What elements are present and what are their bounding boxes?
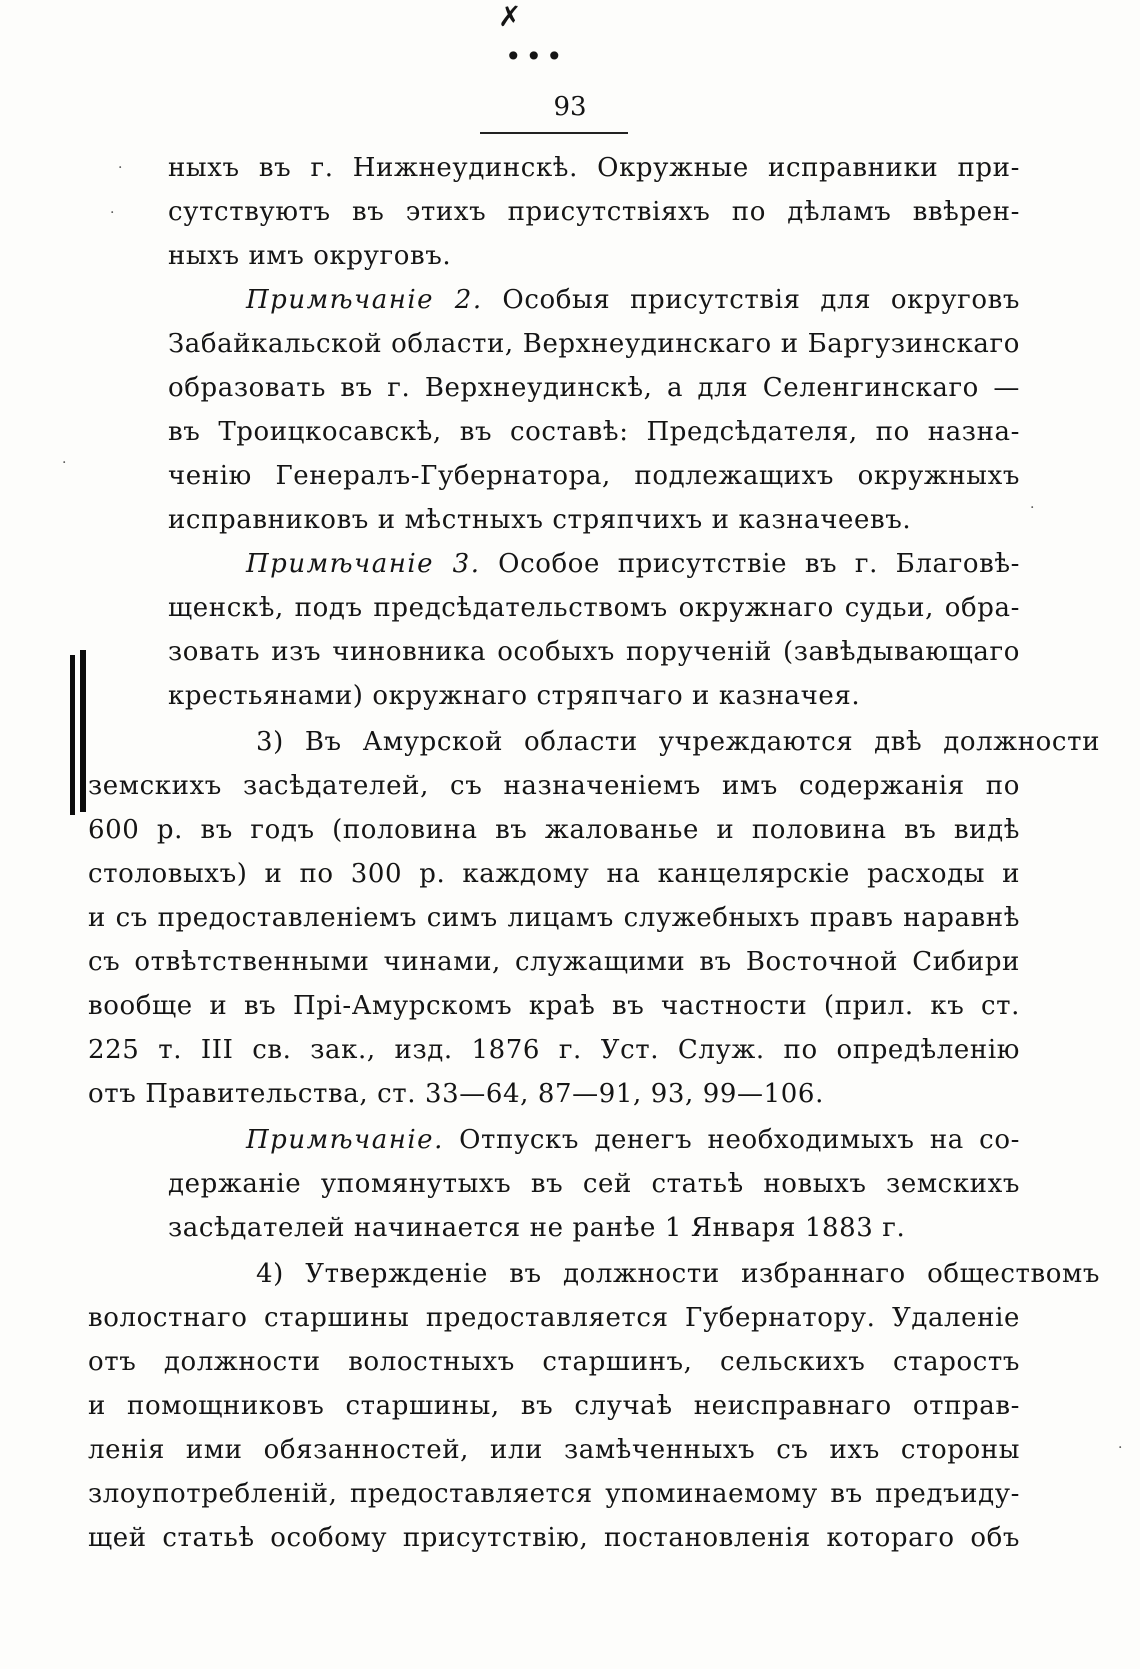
text-line: щенскѣ, подъ предсѣдательствомъ окружнаго судьи, обра- <box>168 593 1020 623</box>
page-number-rule <box>480 132 628 134</box>
text-line: 3) Въ Амурской области учреждаются двѣ должности <box>256 727 1100 757</box>
text-line: засѣдателей начинается не ранѣе 1 Января 1883 г. <box>168 1213 906 1243</box>
note-2-text: Особыя присутствія для округовъ <box>482 285 1020 315</box>
text-line: исправниковъ и мѣстныхъ стряпчихъ и казначеевъ. <box>168 505 912 535</box>
text-line: держаніе упомянутыхъ въ сей статьѣ новыхъ земскихъ <box>168 1169 1020 1199</box>
text-line: волостнаго старшины предоставляется Губернатору. Удаленіе <box>88 1303 1020 1333</box>
text-line: въ Троицкосавскѣ, въ составѣ: Предсѣдателя, по назна- <box>168 417 1020 447</box>
scan-speck: · <box>110 205 115 221</box>
note-label: Примѣчаніе. <box>246 1125 444 1155</box>
text-line: щей статьѣ особому присутствію, постановленія котораго объ <box>88 1523 1020 1553</box>
note-3-text: Особое присутствіе въ г. Благовѣ- <box>480 549 1020 579</box>
text-line: образовать въ г. Верхнеудинскѣ, а для Селенгинскаго — <box>168 373 1020 403</box>
scan-speck: · <box>1030 500 1035 516</box>
margin-bar <box>80 650 86 812</box>
scan-speck: · <box>118 160 123 176</box>
text-line: столовыхъ) и по 300 р. каждому на канцелярскіе расходы и <box>88 859 1020 889</box>
text-line: ченію Генералъ-Губернатора, подлежащихъ окружныхъ <box>168 461 1020 491</box>
text-line: съ отвѣтственными чинами, служащими въ Восточной Сибири <box>88 947 1020 977</box>
text-line: 4) Утвержденіе въ должности избраннаго обществомъ <box>256 1259 1100 1289</box>
text-line: ленія ими обязанностей, или замѣченныхъ съ ихъ стороны <box>88 1435 1020 1465</box>
text-line: и помощниковъ старшины, въ случаѣ неисправнаго отправ- <box>88 1391 1020 1421</box>
page-number: 93 <box>553 92 587 122</box>
scan-speck: · <box>1118 1440 1123 1456</box>
text-line: отъ Правительства, ст. 33—64, 87—91, 93, 99—106. <box>88 1079 824 1109</box>
text-line: ныхъ въ г. Нижнеудинскѣ. Окружные исправники при- <box>168 153 1020 183</box>
ornament-dots: ••• <box>505 40 567 73</box>
note-2-label: Примѣчаніе 2. <box>246 285 483 315</box>
text-line: Забайкальской области, Верхнеудинскаго и Баргузинскаго <box>168 329 1020 359</box>
text-line: земскихъ засѣдателей, съ назначеніемъ имъ содержанія по <box>88 771 1020 801</box>
text-line: сутствуютъ въ этихъ присутствіяхъ по дѣламъ ввѣрен- <box>168 197 1020 227</box>
top-ink-mark: ✗ <box>498 0 524 33</box>
text-line: ныхъ имъ округовъ. <box>168 241 452 271</box>
text-line: 600 р. въ годъ (половина въ жалованье и половина въ видѣ <box>88 815 1020 845</box>
scan-speck: · <box>62 455 67 471</box>
text-line: 225 т. III св. зак., изд. 1876 г. Уст. Служ. по опредѣленію <box>88 1035 1020 1065</box>
text-line: и съ предоставленіемъ симъ лицамъ служебныхъ правъ наравнѣ <box>88 903 1020 933</box>
text-line: зовать изъ чиновника особыхъ порученій (завѣдывающаго <box>168 637 1020 667</box>
margin-bar <box>70 655 75 815</box>
text-line: вообще и въ Прі-Амурскомъ краѣ въ частности (прил. къ ст. <box>88 991 1020 1021</box>
text-line: крестьянами) окружнаго стряпчаго и казначея. <box>168 681 861 711</box>
note-text: Отпускъ денегъ необходимыхъ на со- <box>443 1125 1020 1155</box>
text-line: отъ должности волостныхъ старшинъ, сельскихъ старостъ <box>88 1347 1020 1377</box>
text-line: злоупотребленій, предоставляется упоминаемому въ предъиду- <box>88 1479 1020 1509</box>
note-3-label: Примѣчаніе 3. <box>246 549 481 579</box>
